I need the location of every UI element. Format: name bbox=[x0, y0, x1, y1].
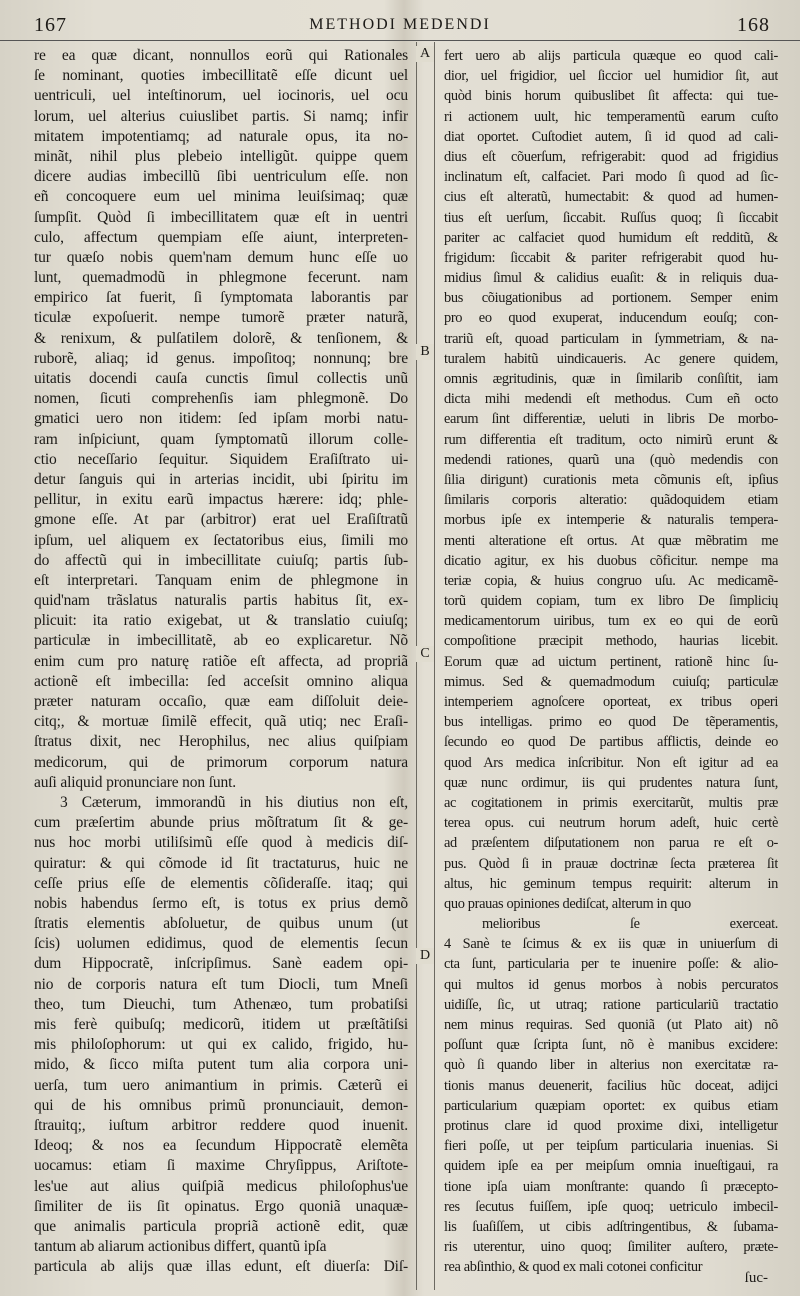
text-line: ruborẽ, aliaq; id genus. impoſitoq; nonnunq; bre bbox=[34, 349, 408, 367]
text-line: mimus. Sed & quemadmodum cuiuſq; particulæ bbox=[444, 673, 778, 690]
text-line: plicuit: ita ratio exigebat, ut & translatio cuiuſq; bbox=[34, 612, 408, 630]
text-line: uocamus: etiam ſi maxime Chryſippus, Ariſtote- bbox=[34, 1157, 408, 1175]
text-line: rea abſinthio, & quod ex mali cotonei conficitur bbox=[444, 1259, 703, 1276]
text-line: mis philoſophorum: ut qui ex calido, frigido, hu- bbox=[34, 1036, 408, 1054]
text-line: pro eo quod exuperat, inducendum eouſq; con- bbox=[444, 310, 778, 327]
text-line: eſt interpretari. Tanquam enim de phlegmone in bbox=[34, 571, 408, 589]
text-line: ſimiliter de iis ſit opinatus. Ergo quoniã unaquæ- bbox=[34, 1197, 408, 1215]
text-line: 3 Cæterum, immorandũ in his diutius non eſt, bbox=[60, 793, 408, 811]
text-line: ticulæ expoſuerit. nempe tumorẽ præter naturã, bbox=[34, 309, 408, 327]
text-line: lorum, uel alterius cuiuslibet partis. Si namq; infir bbox=[34, 107, 408, 125]
text-line: mis ferè quibuſq; medicorũ, itidem ut præſtãtiſsi bbox=[34, 1016, 408, 1033]
text-line: medicorum, qui de primorum corporum natura bbox=[34, 753, 408, 771]
text-line: minãt, nihil plus plebeio intelligũt. quippe quem bbox=[34, 147, 408, 165]
text-line: dior, uel frigidior, uel ſiccior uel humidior ſit, aut bbox=[444, 68, 778, 85]
text-line: pariter ac calfaciet quod humidum eſt redditũ, & bbox=[444, 229, 778, 246]
text-line: quò ſi quando liber in alterius non exercitatæ ra- bbox=[444, 1057, 778, 1074]
margin-marker-a: A bbox=[416, 46, 434, 62]
text-line: bus cõiugationibus ad portionem. Semper enim bbox=[444, 290, 778, 307]
text-line: cta ſunt, particularia per te inuenire poſſe: & alio- bbox=[444, 956, 778, 973]
text-line: pellitur, in exitu earũ impactus hærere: idq; phle- bbox=[34, 491, 408, 509]
running-title: METHODI MEDENDI bbox=[309, 16, 491, 33]
text-line: particularium quæpiam oportet: ex quibus etiam bbox=[444, 1097, 778, 1114]
text-line: Eorum quæ ad uictum pertinent, rationẽ hinc ſu- bbox=[444, 653, 778, 670]
text-line: enim cum pro naturę ratiõe eſt affecta, ad propriã bbox=[34, 652, 408, 670]
text-line: nobis habendus ſermo eſt, is totus ex prius demõ bbox=[34, 894, 408, 912]
text-line: cius eſt alteratũ, humectabit: & quod ad humen- bbox=[444, 189, 778, 206]
text-line: do affectũ qui in imbecillitate cuiuſq; partis ſub- bbox=[34, 551, 408, 569]
text-line: ctio neceſſario ſequitur. Siquidem Eraſiſtrato ui- bbox=[34, 450, 408, 468]
margin-marker-b: B bbox=[416, 344, 434, 360]
text-line: quæ nunc ordimur, iis qui prudentes natura ſunt, bbox=[444, 774, 778, 791]
text-line: teriæ copia, & huius congruo uſu. Ac medicamẽ- bbox=[444, 572, 778, 589]
text-line: culo, affectum quempiam eſſe aiunt, interpreten- bbox=[34, 228, 408, 246]
text-line: quòd binis horum quibuslibet ſit affecta: qui tue- bbox=[444, 88, 778, 105]
text-line: protinus clare id quod proxime dixi, intelligetur bbox=[444, 1117, 778, 1134]
column-rule-right bbox=[434, 42, 435, 1290]
margin-marker-c: C bbox=[416, 646, 434, 662]
text-line: dum Hippocratẽ, inſcripſimus. Sanè eadem opi- bbox=[34, 955, 408, 973]
text-line: citq;, & mortuæ ſimilẽ effecit, quã utiq; nec Eraſi- bbox=[34, 713, 408, 731]
text-line: dicere audias imbecillũ ſibi uentriculum eſſe. non bbox=[34, 168, 408, 186]
text-line: ris uterentur, uino quoq; ſimiliter auſtero, præte- bbox=[444, 1239, 778, 1256]
text-column-right bbox=[444, 46, 778, 1277]
text-line: fert uero ab alijs particula quæque eo quod cali- bbox=[444, 48, 778, 64]
text-line: tur quæſo nobis quem'nam demum hunc eſſe uo bbox=[34, 248, 408, 266]
text-line: re ea quæ dicant, nonnullos eorũ qui Rationales bbox=[34, 47, 408, 64]
text-line: quo prauas opiniones dediſcat, alterum in quo bbox=[444, 895, 691, 912]
text-line: ſumpſit. Quòd ſi imbecillitatem quæ eſt in uentri bbox=[34, 208, 408, 226]
text-line: ri actionem uult, hic temperamentũ earum cuſto bbox=[444, 108, 778, 125]
text-line: & renixum, & pulſatilem dolorẽ, & tenſionem, & bbox=[34, 329, 408, 347]
text-line: detur ſanguis qui in arterias incidit, ubi ſpiritu im bbox=[34, 470, 408, 488]
running-header bbox=[0, 0, 800, 41]
text-line: les'ue aut alius quiſpiã medicus philoſophus'ue bbox=[34, 1177, 408, 1195]
text-line: torũ quidem copiam, tum ex libro De ſimplicių bbox=[444, 593, 778, 610]
text-line: gmone eſſe. At par (arbitror) erat uel Eraſiſtratũ bbox=[34, 511, 408, 529]
page-number-left: 167 bbox=[34, 14, 67, 36]
text-line: nem minus requiras. Sed quoniã (ut Plato ait) nõ bbox=[444, 1017, 778, 1033]
text-line: empirico ſat fuerit, ſi ſymptomata laborantis par bbox=[34, 289, 408, 307]
text-line: qui multos id genus morbos à nobis percuratos bbox=[444, 976, 778, 993]
text-line: particula ab alijs quæ illas edunt, eſt diuerſa: Diſ- bbox=[34, 1258, 408, 1276]
text-line: dicta mihi medendi eſt methodus. Cum eñ octo bbox=[444, 391, 778, 408]
text-line: ad præſentem diſputationem non parua re eſt o- bbox=[444, 835, 778, 852]
text-line: intemperiem agnoſcere oporteat, ex tribus operi bbox=[444, 694, 778, 710]
text-line: rum differentia eſt traditum, octo nimirũ erunt & bbox=[444, 431, 778, 448]
text-column-left bbox=[34, 46, 408, 1277]
text-line: ac cogitationem in primis exercitarũt, multis præ bbox=[444, 794, 778, 811]
text-line: midius ſimul & calidius euaſit: & in reliquis dua- bbox=[444, 270, 778, 287]
text-line: dius eſt cõuerſum, refrigerabit: quod ad frigidius bbox=[444, 148, 778, 165]
text-line: tionis manus deuenerit, facilius hũc doceat, adijci bbox=[444, 1077, 778, 1094]
text-line: turalem habitũ uindicaueris. Ac genere quidem, bbox=[444, 350, 778, 367]
text-line: particulæ in imbecillitatẽ, ab eo explicaretur. Nõ bbox=[34, 632, 408, 650]
text-line: fieri poſſe, ut per teipſum particularia inuenias. Si bbox=[444, 1138, 778, 1155]
text-line: gmatici uero non itidem: ſed ipſam morbi natu- bbox=[34, 410, 408, 428]
text-line: quidem ipſe ea per meipſum omnia inueſtigaui, ra bbox=[444, 1158, 778, 1175]
text-line: omnis ægritudinis, quæ in ſimilarib conſiſtit, iam bbox=[444, 371, 778, 387]
text-line: altus, hic geminum tempus requirit: alterum in bbox=[444, 875, 778, 892]
column-rule-left bbox=[416, 42, 417, 1290]
text-line: morbus ipſe ex intemperie & naturalis tempera- bbox=[444, 512, 778, 529]
text-line: ſilia dirigunt) curationis meta cõmunis eſt, ipſius bbox=[444, 471, 778, 488]
text-line: dicatio agitur, ex his duobus cõficitur. nempe ma bbox=[444, 552, 778, 569]
text-line: inclinatum eſt, calfaciet. Pari modo ſi quod ad ſic- bbox=[444, 169, 778, 186]
text-line: auſi aliquid pronunciare non ſunt. bbox=[34, 773, 236, 791]
text-line: tione ipſa uiam monſtrante: quando ſi præcepto- bbox=[444, 1178, 778, 1195]
text-line: poſſunt quæ ſcripta ſunt, nõ è manibus excidere: bbox=[444, 1037, 778, 1054]
text-line: res ſecutus fuiſſem, ipſe quoq; uetriculo imbecil- bbox=[444, 1198, 778, 1215]
text-line: quid'nam trãslatus naturalis partis habitus ſit, ex- bbox=[34, 592, 408, 610]
text-line: trariũ eſt, quoad particulam in ſymmetriam, & na- bbox=[444, 330, 778, 347]
text-line: actionẽ eſt imbecilla: ſed acceſsit omnino aliqua bbox=[34, 672, 408, 690]
text-line: ſtrauitq;, iuſtum arbitror reddere quod inuenit. bbox=[34, 1116, 408, 1134]
page-number-right: 168 bbox=[737, 14, 770, 36]
text-line: eñ concoquere eum uel minima leuiſsimaq; quæ bbox=[34, 188, 408, 206]
text-line: tantum ab aliarum actionibus differt, quantũ ipſa bbox=[34, 1238, 327, 1256]
text-line: nio de corporis natura eſt tum Diocli, tum Mneſi bbox=[34, 975, 408, 993]
text-line: quod Ars medica inſcribitur. Non eſt igitur ad ea bbox=[444, 754, 778, 771]
text-line: quiratur: & qui cõmode id ſit tractaturus, huic ne bbox=[34, 854, 408, 872]
text-line: diat oportet. Cuſtodiet autem, ſi id quod ad cali- bbox=[444, 128, 778, 145]
text-line: tius eſt uerſum, ſiccabit. Ruſſus quoq; ſi ſiccabit bbox=[444, 209, 778, 226]
text-line: ipſum, uel aliquem ex ſectatoribus eius, ſimili mo bbox=[34, 531, 408, 549]
text-line: uentriculi, uel inteſtinorum, uel iocinoris, uel ocu bbox=[34, 87, 408, 105]
text-line: ſecundo eo quod De partibus afflictis, deinde eo bbox=[444, 734, 778, 751]
text-line: compoſitione præcipit methodo, haurias licebit. bbox=[444, 633, 778, 650]
text-line: earum ſint differentiæ, ueluti in libris De morbo- bbox=[444, 411, 778, 428]
text-line: ſe nominant, quoties imbecillitatẽ eſſe dicunt uel bbox=[34, 67, 408, 85]
text-line: Ideoq; & nos ea ſecundum Hippocratẽ elemẽta bbox=[34, 1137, 408, 1155]
text-line: ſcis) uolumen edidimus, quod de elementis ſecun bbox=[34, 935, 408, 953]
text-line: præter naturam occaſio, quæ eam diſſoluit deie- bbox=[34, 693, 408, 710]
text-line: bus intelligas. primo eo quod De tẽperamentis, bbox=[444, 714, 778, 731]
catchword: ſuc- bbox=[744, 1270, 768, 1286]
text-line: theo, tum Dieuchi, tum Athenæo, tum probatiſsi bbox=[34, 995, 408, 1013]
text-line: medicamentorum uiribus, tum ex eo qui de eorũ bbox=[444, 613, 778, 630]
text-line: nomen, ſicuti comprehenſis iam phlegmonẽ. Do bbox=[34, 390, 408, 408]
text-line: lis ſuaſiſſem, ut cibis adſtringentibus, & ſubama- bbox=[444, 1218, 778, 1235]
text-line: medendi rationes, quarũ una (quò medendis con bbox=[444, 451, 778, 468]
text-line: lunt, quemadmodũ in phlegmone fecerunt. nam bbox=[34, 269, 408, 287]
text-line: nus hoc morbi utiliſsimũ eſſe quod à medicis diſ- bbox=[34, 834, 408, 852]
text-line: mitatem impotentiamq; ad naturale opus, ita no- bbox=[34, 127, 408, 145]
text-line: uitatis docendi cauſa cunctis ſimul collectis unũ bbox=[34, 370, 408, 387]
text-line: uidiſſe, ſic, ut utraq; ratione particulariũ tractatio bbox=[444, 996, 778, 1013]
text-line: pus. Quòd ſi in prauæ doctrinæ ſecta præterea ſit bbox=[444, 855, 778, 872]
text-line: ſtratis elementis abſoluetur, de quibus unum (ut bbox=[34, 915, 408, 933]
text-line: melioribus ſe exerceat. bbox=[482, 916, 778, 933]
text-line: ſtratus dixit, nec Herophilus, nec alius quiſpiam bbox=[34, 733, 408, 751]
text-line: terea opus. cui neutrum horum adeſt, huic certè bbox=[444, 815, 778, 832]
text-line: ſimilaris corporis alteratio: quãdoquidem etiam bbox=[444, 492, 778, 509]
text-line: menti alteratione eſt ortus. At quæ mẽbratim me bbox=[444, 532, 778, 549]
margin-marker-d: D bbox=[416, 948, 434, 964]
text-line: ceſſe prius eſſe de elementis cõſideraſſe. itaq; qui bbox=[34, 874, 408, 892]
text-line: que animalis particula propriã actionẽ edit, quæ bbox=[34, 1217, 408, 1235]
text-line: 4 Sanè te ſcimus & ex iis quæ in uniuerſum di bbox=[444, 936, 778, 953]
text-line: uerſa, tum uero animantium in primis. Cæterũ ei bbox=[34, 1076, 408, 1094]
text-line: qui de his omnibus primũ pronunciauit, demon- bbox=[34, 1096, 408, 1114]
text-line: cum præſertim abunde prius mõſtratum ſit & ge- bbox=[34, 814, 408, 832]
text-line: mido, & ſicco miſta putent tum alia corpora uni- bbox=[34, 1056, 408, 1074]
text-line: ram inſpiciunt, quam ſymptomatũ illorum colle- bbox=[34, 430, 408, 448]
text-line: frigidum: ſiccabit & pariter refrigerabit quod hu- bbox=[444, 249, 778, 266]
